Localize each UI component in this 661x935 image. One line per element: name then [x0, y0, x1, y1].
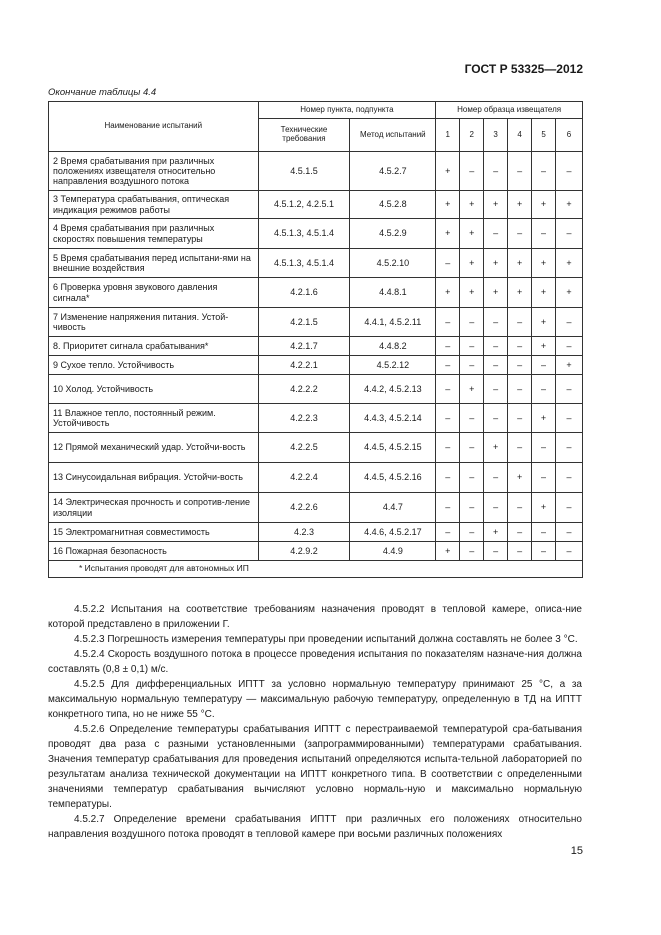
sample-number-header: 5 — [532, 119, 556, 152]
tech-req-cell: 4.2.2.6 — [258, 493, 350, 523]
method-cell: 4.5.2.12 — [350, 356, 436, 375]
table-row — [49, 278, 583, 308]
sample-mark-cell: – — [556, 375, 583, 404]
table-row — [49, 404, 583, 433]
sample-mark-cell: + — [532, 493, 556, 523]
tech-req-cell: 4.5.1.5 — [258, 152, 350, 191]
sample-mark-cell: + — [460, 191, 484, 219]
sample-mark-cell: – — [556, 542, 583, 561]
method-cell: 4.5.2.10 — [350, 249, 436, 278]
sample-mark-cell: – — [484, 337, 508, 356]
test-name-cell: 15 Электромагнитная совместимость — [49, 523, 259, 542]
sample-mark-cell: – — [556, 152, 583, 191]
sample-mark-cell: + — [556, 278, 583, 308]
table-row — [49, 542, 583, 561]
table-footnote: * Испытания проводят для автономных ИП — [49, 561, 583, 578]
method-cell: 4.4.6, 4.5.2.17 — [350, 523, 436, 542]
sample-mark-cell: – — [460, 308, 484, 337]
tech-req-cell: 4.2.1.6 — [258, 278, 350, 308]
sample-mark-cell: + — [532, 337, 556, 356]
col-header-tech: Технические требования — [258, 119, 350, 152]
tests-table — [48, 101, 583, 578]
sample-mark-cell: + — [532, 308, 556, 337]
paragraph: 4.5.2.2 Испытания на соответствие требованиям назначения проводят в тепловой камере, описа-ние которой представлено в приложении Г. — [48, 604, 582, 630]
sample-mark-cell: – — [508, 152, 532, 191]
method-cell: 4.4.8.1 — [350, 278, 436, 308]
table-row — [49, 249, 583, 278]
method-cell: 4.4.2, 4.5.2.13 — [350, 375, 436, 404]
table-row — [49, 523, 583, 542]
sample-mark-cell: – — [508, 337, 532, 356]
sample-mark-cell: + — [532, 191, 556, 219]
sample-mark-cell: – — [532, 433, 556, 463]
method-cell: 4.4.7 — [350, 493, 436, 523]
sample-mark-cell: + — [484, 523, 508, 542]
test-name-cell: 9 Сухое тепло. Устойчивость — [49, 356, 259, 375]
sample-mark-cell: + — [532, 404, 556, 433]
sample-mark-cell: – — [508, 404, 532, 433]
tech-req-cell: 4.2.9.2 — [258, 542, 350, 561]
method-cell: 4.4.5, 4.5.2.16 — [350, 463, 436, 493]
tech-req-cell: 4.2.2.1 — [258, 356, 350, 375]
sample-mark-cell: + — [460, 375, 484, 404]
test-name-cell: 5 Время срабатывания перед испытани-ями на внешние воздействия — [49, 249, 259, 278]
test-name-cell: 2 Время срабатывания при различных положениях извещателя относительно направления воздушного потока — [49, 152, 259, 191]
sample-mark-cell: + — [556, 356, 583, 375]
paragraph: 4.5.2.3 Погрешность измерения температуры при проведении испытаний должна составлять не более 3 °C. — [74, 634, 578, 645]
test-name-cell: 11 Влажное тепло, постоянный режим. Устойчивость — [49, 404, 259, 433]
sample-mark-cell: – — [508, 356, 532, 375]
col-header-sample-group: Номер образца извещателя — [436, 102, 583, 119]
sample-mark-cell: + — [532, 278, 556, 308]
table-row — [49, 308, 583, 337]
sample-mark-cell: + — [484, 278, 508, 308]
sample-mark-cell: + — [436, 219, 460, 249]
col-header-method: Метод испытаний — [350, 119, 436, 152]
sample-mark-cell: + — [460, 219, 484, 249]
table-row — [49, 433, 583, 463]
sample-mark-cell: – — [508, 542, 532, 561]
table-row — [49, 152, 583, 191]
sample-mark-cell: – — [508, 375, 532, 404]
sample-mark-cell: – — [460, 404, 484, 433]
sample-mark-cell: – — [436, 523, 460, 542]
sample-number-header: 4 — [508, 119, 532, 152]
table-row — [49, 191, 583, 219]
table-row — [49, 356, 583, 375]
tech-req-cell: 4.5.1.3, 4.5.1.4 — [258, 249, 350, 278]
sample-mark-cell: – — [484, 463, 508, 493]
sample-mark-cell: – — [508, 493, 532, 523]
sample-mark-cell: + — [556, 191, 583, 219]
table-row — [49, 337, 583, 356]
method-cell: 4.5.2.9 — [350, 219, 436, 249]
test-name-cell: 8. Приоритет сигнала срабатывания* — [49, 337, 259, 356]
sample-mark-cell: + — [508, 278, 532, 308]
tech-req-cell: 4.2.2.5 — [258, 433, 350, 463]
sample-mark-cell: – — [484, 308, 508, 337]
sample-mark-cell: + — [508, 191, 532, 219]
paragraph: 4.5.2.5 Для дифференциальных ИПТТ за условно нормальную температуру принимают 25 °C, а за максимальную нормальную температуру — максимальную рабочую температуру, определенную в ТД на ИПТТ конкретного типа, но не ниже 55 °C. — [48, 679, 582, 720]
paragraph: 4.5.2.7 Определение времени срабатывания ИПТТ при различных его положениях относительно направления воздушного потока проводят в тепловой камере при восьми различных положениях — [48, 814, 582, 840]
sample-mark-cell: – — [556, 493, 583, 523]
method-cell: 4.5.2.7 — [350, 152, 436, 191]
method-cell: 4.4.5, 4.5.2.15 — [350, 433, 436, 463]
sample-mark-cell: + — [532, 249, 556, 278]
test-name-cell: 3 Температура срабатывания, оптическая индикация режимов работы — [49, 191, 259, 219]
sample-mark-cell: – — [436, 493, 460, 523]
sample-mark-cell: + — [484, 191, 508, 219]
col-header-clause-group: Номер пункта, подпункта — [258, 102, 436, 119]
sample-mark-cell: – — [460, 493, 484, 523]
method-cell: 4.4.9 — [350, 542, 436, 561]
sample-mark-cell: – — [556, 433, 583, 463]
sample-mark-cell: – — [460, 463, 484, 493]
sample-mark-cell: – — [556, 337, 583, 356]
test-name-cell: 13 Синусоидальная вибрация. Устойчи-вость — [49, 463, 259, 493]
sample-mark-cell: + — [484, 249, 508, 278]
sample-mark-cell: – — [460, 152, 484, 191]
sample-mark-cell: – — [436, 308, 460, 337]
tech-req-cell: 4.2.2.4 — [258, 463, 350, 493]
sample-mark-cell: – — [484, 404, 508, 433]
test-name-cell: 10 Холод. Устойчивость — [49, 375, 259, 404]
tech-req-cell: 4.2.2.2 — [258, 375, 350, 404]
page-number: 15 — [570, 845, 583, 857]
sample-mark-cell: – — [508, 219, 532, 249]
sample-mark-cell: – — [460, 542, 484, 561]
sample-mark-cell: – — [460, 433, 484, 463]
test-name-cell: 12 Прямой механический удар. Устойчи-вость — [49, 433, 259, 463]
sample-mark-cell: – — [532, 463, 556, 493]
sample-mark-cell: – — [484, 219, 508, 249]
sample-mark-cell: – — [436, 404, 460, 433]
sample-mark-cell: – — [532, 523, 556, 542]
sample-mark-cell: + — [556, 249, 583, 278]
sample-mark-cell: – — [508, 523, 532, 542]
sample-mark-cell: – — [436, 433, 460, 463]
sample-mark-cell: – — [556, 308, 583, 337]
tech-req-cell: 4.5.1.2, 4.2.5.1 — [258, 191, 350, 219]
sample-mark-cell: – — [532, 356, 556, 375]
tech-req-cell: 4.2.1.5 — [258, 308, 350, 337]
test-name-cell: 6 Проверка уровня звукового давления сигнала* — [49, 278, 259, 308]
sample-mark-cell: + — [460, 278, 484, 308]
col-header-name: Наименование испытаний — [49, 102, 259, 152]
sample-number-header: 3 — [484, 119, 508, 152]
sample-number-header: 1 — [436, 119, 460, 152]
sample-mark-cell: – — [556, 219, 583, 249]
sample-mark-cell: – — [484, 356, 508, 375]
sample-mark-cell: – — [460, 356, 484, 375]
sample-mark-cell: – — [508, 308, 532, 337]
sample-mark-cell: + — [436, 191, 460, 219]
sample-mark-cell: – — [436, 375, 460, 404]
sample-mark-cell: – — [556, 523, 583, 542]
sample-mark-cell: – — [508, 433, 532, 463]
sample-mark-cell: – — [556, 463, 583, 493]
table-footnote-row — [49, 561, 583, 578]
tech-req-cell: 4.2.3 — [258, 523, 350, 542]
sample-mark-cell: + — [484, 433, 508, 463]
sample-number-header: 6 — [556, 119, 583, 152]
table-row — [49, 375, 583, 404]
standard-header: ГОСТ Р 53325—2012 — [464, 62, 583, 76]
sample-mark-cell: – — [484, 542, 508, 561]
sample-mark-cell: – — [436, 337, 460, 356]
sample-mark-cell: – — [436, 356, 460, 375]
table-row — [49, 219, 583, 249]
tech-req-cell: 4.2.2.3 — [258, 404, 350, 433]
method-cell: 4.4.3, 4.5.2.14 — [350, 404, 436, 433]
sample-mark-cell: – — [532, 542, 556, 561]
sample-mark-cell: – — [460, 337, 484, 356]
test-name-cell: 4 Время срабатывания при различных скоростях повышения температуры — [49, 219, 259, 249]
method-cell: 4.4.1, 4.5.2.11 — [350, 308, 436, 337]
paragraph: 4.5.2.6 Определение температуры срабатывания ИПТТ с перестраиваемой температурой сра-батывания проводят два раза с разными установленными (запрограммированными) температурами срабатывания. Значения температур срабатывания для проведения испытаний определяются испыта-тельной лабораторией по результатам анализа технической документации на ИПТТ конкретного типа. В соответствии с определенными значениями температур срабатывания вычисляют условно нормаль-ную и максимально нормальную температуры. — [48, 724, 582, 810]
body-text — [48, 602, 582, 842]
sample-mark-cell: – — [484, 152, 508, 191]
test-name-cell: 7 Изменение напряжения питания. Устой-чивость — [49, 308, 259, 337]
sample-mark-cell: – — [436, 249, 460, 278]
sample-number-header: 2 — [460, 119, 484, 152]
paragraph: 4.5.2.4 Скорость воздушного потока в процессе проведения испытания по показателям назначе-ния должна составлять (0,8 ± 0,1) м/с. — [48, 649, 582, 675]
sample-mark-cell: + — [436, 542, 460, 561]
sample-mark-cell: + — [508, 463, 532, 493]
sample-mark-cell: – — [532, 152, 556, 191]
tech-req-cell: 4.5.1.3, 4.5.1.4 — [258, 219, 350, 249]
table-row — [49, 493, 583, 523]
sample-mark-cell: – — [532, 375, 556, 404]
sample-mark-cell: + — [436, 152, 460, 191]
tech-req-cell: 4.2.1.7 — [258, 337, 350, 356]
table-row — [49, 463, 583, 493]
sample-mark-cell: + — [460, 249, 484, 278]
sample-mark-cell: + — [436, 278, 460, 308]
method-cell: 4.4.8.2 — [350, 337, 436, 356]
sample-mark-cell: – — [436, 463, 460, 493]
sample-mark-cell: + — [508, 249, 532, 278]
test-name-cell: 14 Электрическая прочность и сопротив-ление изоляции — [49, 493, 259, 523]
sample-mark-cell: – — [484, 375, 508, 404]
table-caption: Окончание таблицы 4.4 — [48, 87, 157, 98]
sample-mark-cell: – — [484, 493, 508, 523]
sample-mark-cell: – — [556, 404, 583, 433]
method-cell: 4.5.2.8 — [350, 191, 436, 219]
sample-mark-cell: – — [460, 523, 484, 542]
sample-mark-cell: – — [532, 219, 556, 249]
test-name-cell: 16 Пожарная безопасность — [49, 542, 259, 561]
